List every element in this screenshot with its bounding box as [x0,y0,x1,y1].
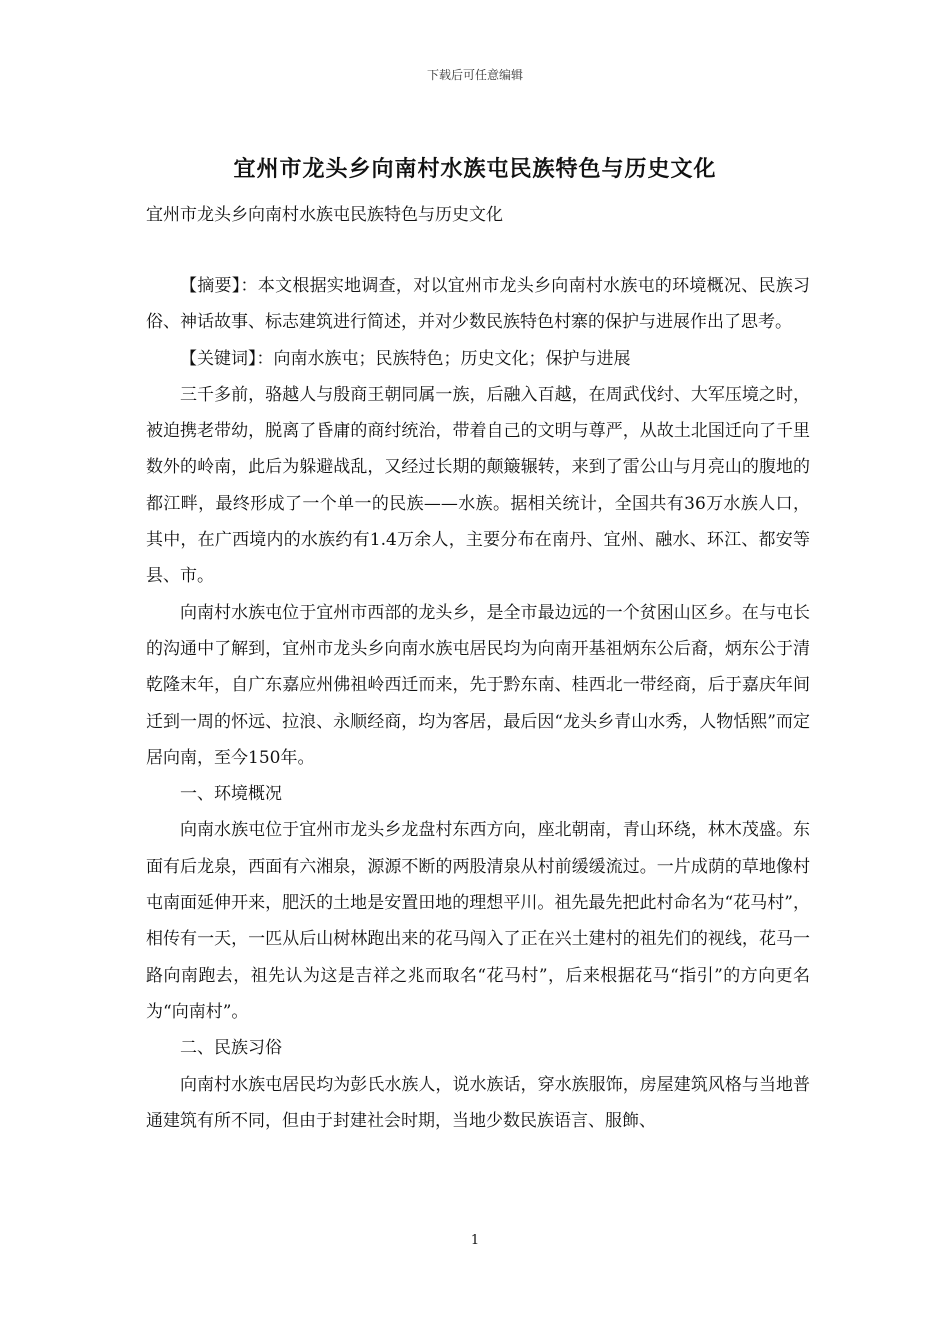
customs-paragraph: 向南村水族屯居民均为彭氏水族人，说水族话，穿水族服饰，房屋建筑风格与当地普通建筑有所不同，但由于封建社会时期，当地少数民族语言、服飾、 [146,1074,810,1131]
section-heading-environment: 一、环境概况 [180,784,282,805]
abstract-paragraph: 【摘要】：本文根据实地调查，对以宜州市龙头乡向南村水族屯的环境概况、民族习俗、神话故事、标志建筑进行简述，并对少数民族特色村寨的保护与进展作出了思考。 [146,276,810,333]
body-text [146,268,810,1139]
page-subtitle: 宜州市龙头乡向南村水族屯民族特色与历史文化 [146,205,503,225]
location-paragraph: 向南村水族屯位于宜州市西部的龙头乡，是全市最边远的一个贫困山区乡。在与屯长的沟通中了解到，宜州市龙头乡向南水族屯居民均为向南开基祖炳东公后裔，炳东公于清乾隆末年，自广东嘉应州佛祖岭西迁而来，先于黔东南、桂西北一带经商，后于嘉庆年间迁到一周的怀远、拉浪、永顺经商，均为客居，最后因“龙头乡青山水秀，人物恬熙”而定居向南，至今150年。 [146,602,810,768]
header-note: 下载后可任意编辑 [426,68,523,82]
page-number: 1 [470,1233,480,1248]
environment-paragraph: 向南水族屯位于宜州市龙头乡龙盘村东西方向，座北朝南，青山环绕，林木茂盛。东面有后龙泉，西面有六湘泉，源源不断的两股清泉从村前缓缓流过。一片成荫的草地像村屯南面延伸开来，肥沃的土地是安置田地的理想平川。祖先最先把此村命名为“花马村”，相传有一天，一匹从后山树林跑出来的花马闯入了正在兴土建村的祖先们的视线，花马一路向南跑去，祖先认为这是吉祥之兆而取名“花马村”，后来根据花马“指引”的方向更名为“向南村”。 [146,820,810,1022]
section-heading-customs: 二、民族习俗 [180,1038,282,1059]
intro-paragraph: 三千多前，骆越人与殷商王朝同属一族，后融入百越，在周武伐纣、大军压境之时，被迫携老带幼，脱离了昏庸的商纣统治，带着自己的文明与尊严，从故土北国迁向了千里数外的岭南，此后为躲避战乱，又经过长期的颠簸辗转，来到了雷公山与月亮山的腹地的都江畔，最终形成了一个单一的民族——水族。据相关统计，全国共有36万水族人口，其中，在广西境内的水族约有1.4万余人，主要分布在南丹、宜州、融水、环江、都安等县、市。 [146,384,810,587]
keywords-paragraph: 【关键词】：向南水族屯；民族特色；历史文化；保护与进展 [180,348,631,369]
page-title: 宜州市龙头乡向南村水族屯民族特色与历史文化 [233,156,717,182]
